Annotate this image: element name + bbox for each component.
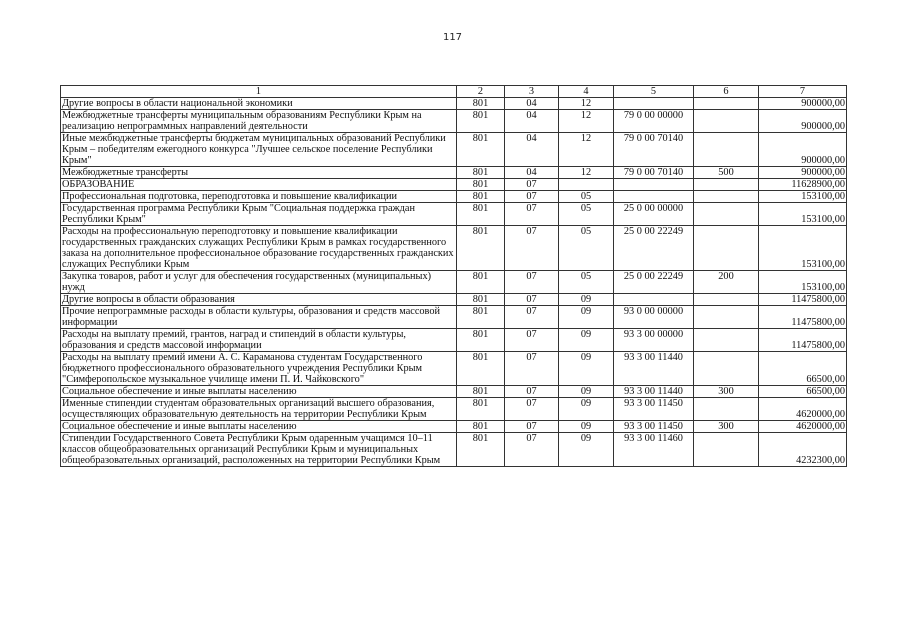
row-description: Закупка товаров, работ и услуг для обеспечения государственных (муниципальных) нужд — [61, 271, 457, 294]
row-expense-type — [694, 191, 759, 203]
row-section-code: 07 — [505, 191, 559, 203]
row-expense-type — [694, 294, 759, 306]
row-amount: 11475800,00 — [759, 294, 847, 306]
row-description: Межбюджетные трансферты — [61, 167, 457, 179]
row-section-code: 07 — [505, 226, 559, 271]
row-description: Стипендии Государственного Совета Республики Крым одаренным учащимся 10–11 классов общеобразовательных организаций Республики Крым и муниципальных общеобразовательных организаций, расположенных на территории Республики Крым — [61, 433, 457, 467]
row-target-article — [614, 294, 694, 306]
header-cell-5: 5 — [614, 86, 694, 98]
row-ministry-code: 801 — [457, 329, 505, 352]
header-cell-6: 6 — [694, 86, 759, 98]
row-target-article: 93 3 00 00000 — [614, 329, 694, 352]
table-row — [61, 203, 847, 226]
row-ministry-code: 801 — [457, 352, 505, 386]
row-amount: 66500,00 — [759, 386, 847, 398]
row-expense-type: 300 — [694, 421, 759, 433]
table-row — [61, 226, 847, 271]
row-section-code: 07 — [505, 352, 559, 386]
table-row — [61, 433, 847, 467]
row-expense-type — [694, 133, 759, 167]
row-expense-type — [694, 329, 759, 352]
row-amount: 11475800,00 — [759, 306, 847, 329]
row-target-article: 93 3 00 11450 — [614, 398, 694, 421]
row-subsection-code — [559, 179, 614, 191]
row-expense-type — [694, 179, 759, 191]
row-amount: 4232300,00 — [759, 433, 847, 467]
row-section-code: 07 — [505, 203, 559, 226]
row-ministry-code: 801 — [457, 110, 505, 133]
row-expense-type — [694, 306, 759, 329]
row-target-article: 93 3 00 11460 — [614, 433, 694, 467]
row-subsection-code: 05 — [559, 203, 614, 226]
row-ministry-code: 801 — [457, 398, 505, 421]
table-row — [61, 271, 847, 294]
row-expense-type — [694, 433, 759, 467]
row-description: Прочие непрограммные расходы в области культуры, образования и средств массовой информации — [61, 306, 457, 329]
row-amount: 153100,00 — [759, 226, 847, 271]
row-subsection-code: 12 — [559, 167, 614, 179]
row-subsection-code: 09 — [559, 398, 614, 421]
row-description: Иные межбюджетные трансферты бюджетам муниципальных образований Республики Крым – победителям ежегодного конкурса "Лучшее сельское поселение Республики Крым" — [61, 133, 457, 167]
header-row — [61, 86, 847, 98]
row-amount: 11475800,00 — [759, 329, 847, 352]
row-expense-type — [694, 203, 759, 226]
table-row — [61, 98, 847, 110]
row-subsection-code: 05 — [559, 271, 614, 294]
row-subsection-code: 12 — [559, 98, 614, 110]
row-subsection-code: 05 — [559, 191, 614, 203]
table-row — [61, 110, 847, 133]
row-target-article — [614, 179, 694, 191]
row-section-code: 07 — [505, 386, 559, 398]
row-target-article: 79 0 00 70140 — [614, 167, 694, 179]
row-ministry-code: 801 — [457, 306, 505, 329]
row-ministry-code: 801 — [457, 433, 505, 467]
row-ministry-code: 801 — [457, 133, 505, 167]
row-section-code: 07 — [505, 421, 559, 433]
row-target-article: 79 0 00 70140 — [614, 133, 694, 167]
row-expense-type: 200 — [694, 271, 759, 294]
row-description: Другие вопросы в области национальной экономики — [61, 98, 457, 110]
row-description: Расходы на выплату премий имени А. С. Караманова студентам Государственного бюджетного профессионального образовательного учреждения Республики Крым "Симферопольское музыкальное училище имени П. И. Чайковского" — [61, 352, 457, 386]
row-description: Расходы на профессиональную переподготовку и повышение квалификации государственных гражданских служащих Республики Крым в рамках государственного заказа на дополнительное профессиональное образование государственных гражданских служащих Республики Крым — [61, 226, 457, 271]
budget-table — [60, 85, 847, 467]
table-row — [61, 133, 847, 167]
row-subsection-code: 09 — [559, 329, 614, 352]
row-target-article: 93 0 00 00000 — [614, 306, 694, 329]
table-row — [61, 179, 847, 191]
row-ministry-code: 801 — [457, 271, 505, 294]
row-amount: 4620000,00 — [759, 421, 847, 433]
table-row — [61, 329, 847, 352]
table-row — [61, 294, 847, 306]
row-section-code: 04 — [505, 167, 559, 179]
row-expense-type — [694, 98, 759, 110]
row-subsection-code: 12 — [559, 110, 614, 133]
row-amount: 11628900,00 — [759, 179, 847, 191]
header-cell-3: 3 — [505, 86, 559, 98]
row-description: Профессиональная подготовка, переподготовка и повышение квалификации — [61, 191, 457, 203]
row-target-article: 93 3 00 11440 — [614, 386, 694, 398]
row-target-article — [614, 191, 694, 203]
row-section-code: 04 — [505, 110, 559, 133]
table-row — [61, 398, 847, 421]
row-subsection-code: 09 — [559, 386, 614, 398]
header-cell-1: 1 — [61, 86, 457, 98]
row-amount: 900000,00 — [759, 133, 847, 167]
row-subsection-code: 09 — [559, 294, 614, 306]
row-ministry-code: 801 — [457, 191, 505, 203]
row-section-code: 07 — [505, 271, 559, 294]
row-section-code: 07 — [505, 329, 559, 352]
row-ministry-code: 801 — [457, 179, 505, 191]
row-target-article: 93 3 00 11450 — [614, 421, 694, 433]
page-number: 117 — [442, 32, 463, 43]
row-subsection-code: 09 — [559, 306, 614, 329]
row-description: Другие вопросы в области образования — [61, 294, 457, 306]
row-description: Государственная программа Республики Крым "Социальная поддержка граждан Республики Крым" — [61, 203, 457, 226]
row-target-article: 93 3 00 11440 — [614, 352, 694, 386]
row-section-code: 04 — [505, 133, 559, 167]
row-amount: 4620000,00 — [759, 398, 847, 421]
row-section-code: 07 — [505, 294, 559, 306]
row-expense-type — [694, 352, 759, 386]
row-description: ОБРАЗОВАНИЕ — [61, 179, 457, 191]
header-cell-7: 7 — [759, 86, 847, 98]
row-section-code: 07 — [505, 398, 559, 421]
row-expense-type — [694, 398, 759, 421]
row-target-article — [614, 98, 694, 110]
row-amount: 66500,00 — [759, 352, 847, 386]
table-row — [61, 167, 847, 179]
row-target-article: 79 0 00 00000 — [614, 110, 694, 133]
row-ministry-code: 801 — [457, 226, 505, 271]
row-amount: 153100,00 — [759, 203, 847, 226]
row-expense-type: 500 — [694, 167, 759, 179]
row-ministry-code: 801 — [457, 386, 505, 398]
row-description: Социальное обеспечение и иные выплаты населению — [61, 421, 457, 433]
row-subsection-code: 12 — [559, 133, 614, 167]
row-amount: 900000,00 — [759, 167, 847, 179]
row-ministry-code: 801 — [457, 167, 505, 179]
header-cell-4: 4 — [559, 86, 614, 98]
table-row — [61, 421, 847, 433]
row-ministry-code: 801 — [457, 203, 505, 226]
row-ministry-code: 801 — [457, 98, 505, 110]
row-section-code: 07 — [505, 433, 559, 467]
row-amount: 153100,00 — [759, 191, 847, 203]
row-subsection-code: 09 — [559, 352, 614, 386]
row-description: Межбюджетные трансферты муниципальным образованиям Республики Крым на реализацию непрограммных направлений деятельности — [61, 110, 457, 133]
row-expense-type — [694, 110, 759, 133]
row-subsection-code: 09 — [559, 433, 614, 467]
row-target-article: 25 0 00 22249 — [614, 226, 694, 271]
row-expense-type — [694, 226, 759, 271]
row-amount: 900000,00 — [759, 98, 847, 110]
table-row — [61, 386, 847, 398]
row-section-code: 04 — [505, 98, 559, 110]
row-expense-type: 300 — [694, 386, 759, 398]
table-row — [61, 306, 847, 329]
row-ministry-code: 801 — [457, 294, 505, 306]
row-section-code: 07 — [505, 306, 559, 329]
table-row — [61, 352, 847, 386]
row-description: Именные стипендии студентам образовательных организаций высшего образования, осуществляющих образовательную деятельность на территории Республики Крым — [61, 398, 457, 421]
row-section-code: 07 — [505, 179, 559, 191]
row-amount: 153100,00 — [759, 271, 847, 294]
header-cell-2: 2 — [457, 86, 505, 98]
row-subsection-code: 09 — [559, 421, 614, 433]
row-description: Расходы на выплату премий, грантов, наград и стипендий в области культуры, образования и средств массовой информации — [61, 329, 457, 352]
row-amount: 900000,00 — [759, 110, 847, 133]
row-description: Социальное обеспечение и иные выплаты населению — [61, 386, 457, 398]
row-subsection-code: 05 — [559, 226, 614, 271]
row-target-article: 25 0 00 00000 — [614, 203, 694, 226]
row-target-article: 25 0 00 22249 — [614, 271, 694, 294]
row-ministry-code: 801 — [457, 421, 505, 433]
table-row — [61, 191, 847, 203]
